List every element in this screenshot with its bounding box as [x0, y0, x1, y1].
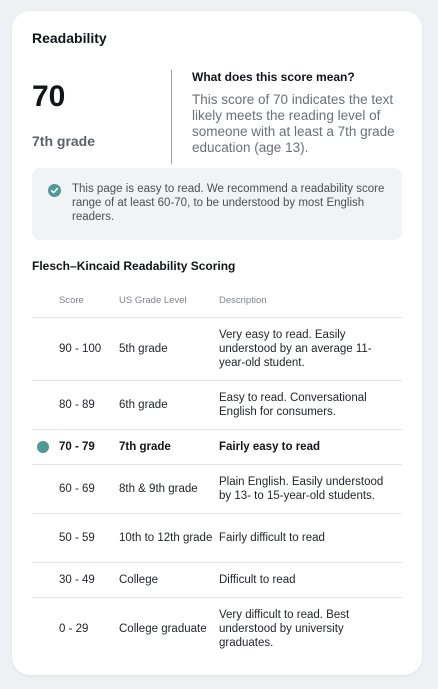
- table-row: [32, 598, 402, 660]
- row-score: 60 - 69: [59, 483, 95, 495]
- row-score: 50 - 59: [59, 532, 95, 544]
- readability-card: [12, 11, 422, 675]
- row-description: Very easy to read. Easily understood by an average 11-year-old student.: [219, 329, 372, 369]
- header-score: Score: [59, 295, 84, 306]
- row-grade: 6th grade: [119, 399, 168, 411]
- note-text: This page is easy to read. We recommend a readability score range of at least 60-70, to be understood by most English readers.: [72, 183, 385, 223]
- table-header: [32, 290, 402, 318]
- row-grade: 5th grade: [119, 343, 168, 355]
- table-row: [32, 465, 402, 514]
- score-meaning: [192, 69, 406, 156]
- row-grade: 10th to 12th grade: [119, 532, 213, 544]
- header-description: Description: [219, 295, 267, 306]
- scoring-title: Flesch–Kincaid Readability Scoring: [32, 259, 236, 273]
- score-value: 70: [32, 80, 66, 113]
- row-score: 30 - 49: [59, 574, 95, 586]
- table-row: [32, 430, 402, 465]
- row-score: 80 - 89: [59, 399, 95, 411]
- row-score: 70 - 79: [59, 441, 95, 453]
- card-title: Readability: [32, 30, 107, 46]
- table-row: [32, 563, 402, 598]
- row-description: Fairly easy to read: [219, 441, 320, 453]
- row-grade: College graduate: [119, 623, 207, 635]
- table-row: [32, 318, 402, 381]
- meaning-text: This score of 70 indicates the text likely meets the reading level of someone with at least a 7th grade education (age 13).: [192, 92, 395, 155]
- info-note: [32, 168, 402, 240]
- row-description: Easy to read. Conversational English for consumers.: [219, 392, 367, 418]
- table-row: [32, 381, 402, 430]
- current-score-marker: [37, 441, 49, 453]
- row-description: Plain English. Easily understood by 13- to 15-year-old students.: [219, 476, 384, 502]
- check-circle-icon: [48, 184, 61, 197]
- row-score: 90 - 100: [59, 343, 102, 355]
- table-row: [32, 514, 402, 563]
- row-grade: 8th & 9th grade: [119, 483, 198, 495]
- row-score: 0 - 29: [59, 623, 89, 635]
- header-grade: US Grade Level: [119, 295, 187, 306]
- meaning-title: What does this score mean?: [192, 70, 355, 84]
- row-description: Very difficult to read. Best understood by university graduates.: [219, 609, 350, 649]
- vertical-divider: [171, 70, 172, 164]
- row-description: Fairly difficult to read: [219, 532, 325, 544]
- score-grade: 7th grade: [32, 133, 96, 149]
- score-summary: [32, 81, 152, 149]
- row-grade: 7th grade: [119, 441, 171, 453]
- row-grade: College: [119, 574, 158, 586]
- row-description: Difficult to read: [219, 574, 296, 586]
- scoring-table: [32, 290, 402, 660]
